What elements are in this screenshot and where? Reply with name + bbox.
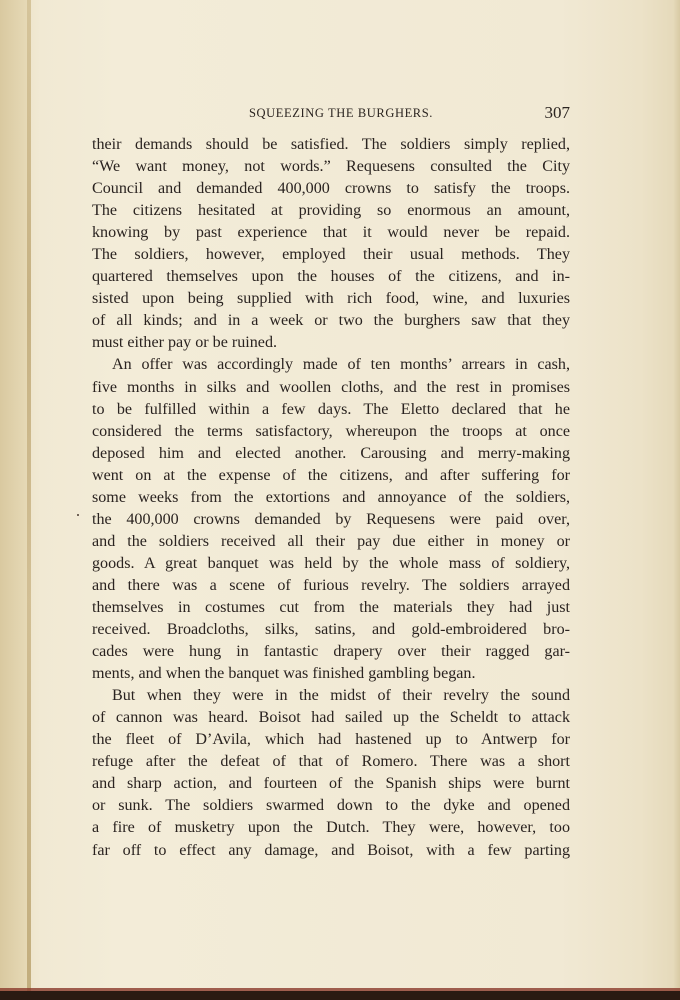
stray-mark (77, 514, 79, 516)
text-line: deposed him and elected another. Carousing and merry-making (92, 444, 570, 462)
text-line: refuge after the defeat of that of Romero. There was a short (92, 753, 570, 771)
text-line: some weeks from the extortions and annoyance of the soldiers, (92, 488, 570, 506)
text-line: of cannon was heard. Boisot had sailed up the Scheldt to attack (92, 709, 570, 727)
paragraph (92, 685, 570, 861)
text-line: But when they were in the midst of their revelry the sound (112, 687, 570, 705)
text-line: or sunk. The soldiers swarmed down to the dyke and opened (92, 797, 570, 815)
body-text (92, 134, 570, 862)
page-right-edge (674, 0, 680, 1000)
text-line: An offer was accordingly made of ten months’ arrears in cash, (112, 356, 570, 374)
text-line: knowing by past experience that it would never be repaid. (92, 224, 570, 242)
text-line: ments, and when the banquet was finished gambling began. (92, 665, 476, 683)
text-line: their demands should be satisfied. The soldiers simply replied, (92, 136, 570, 153)
text-line: received. Broadcloths, silks, satins, and gold-embroidered bro- (92, 621, 570, 639)
page-header (92, 103, 570, 125)
text-line: The citizens hesitated at providing so enormous an amount, (92, 202, 570, 220)
text-line: must either pay or be ruined. (92, 334, 278, 352)
text-line: “We want money, not words.” Requesens consulted the City (92, 158, 570, 176)
text-line: quartered themselves upon the houses of the citizens, and in- (92, 268, 570, 286)
text-line: five months in silks and woollen cloths, and the rest in promises (92, 378, 570, 396)
text-line: cades were hung in fantastic drapery over their ragged gar- (92, 643, 570, 661)
text-line: goods. A great banquet was held by the whole mass of soldiery, (92, 554, 570, 572)
text-line: and the soldiers received all their pay due either in money or (92, 532, 570, 550)
running-head: SQUEEZING THE BURGHERS. (248, 106, 434, 120)
text-line: the 400,000 crowns demanded by Requesens were paid over, (92, 510, 570, 528)
page-number: 307 (544, 103, 570, 122)
text-line: went on at the expense of the citizens, and after suffering for (92, 466, 570, 484)
paragraph (92, 354, 570, 685)
text-line: themselves in costumes cut from the materials they had just (92, 598, 570, 616)
text-line: far off to effect any damage, and Boisot, with a few parting (92, 841, 570, 859)
text-line: The soldiers, however, employed their usual methods. They (92, 246, 570, 264)
text-line: of all kinds; and in a week or two the burghers saw that they (92, 312, 570, 330)
page-gutter (0, 0, 27, 1000)
text-line: and sharp action, and fourteen of the Spanish ships were burnt (92, 775, 570, 793)
binding-edge (27, 0, 31, 1000)
text-line: and there was a scene of furious revelry. The soldiers arrayed (92, 576, 570, 594)
text-line: the fleet of D’Avila, which had hastened up to Antwerp for (92, 731, 570, 749)
text-line: a fire of musketry upon the Dutch. They were, however, too (92, 819, 570, 837)
cover-bottom-edge (0, 991, 680, 1000)
text-line: considered the terms satisfactory, whereupon the troops at once (92, 422, 570, 440)
paragraph (92, 134, 570, 354)
text-line: to be fulfilled within a few days. The Eletto declared that he (92, 400, 570, 418)
text-line: Council and demanded 400,000 crowns to satisfy the troops. (92, 180, 570, 198)
text-line: sisted upon being supplied with rich food, wine, and luxuries (92, 290, 570, 308)
